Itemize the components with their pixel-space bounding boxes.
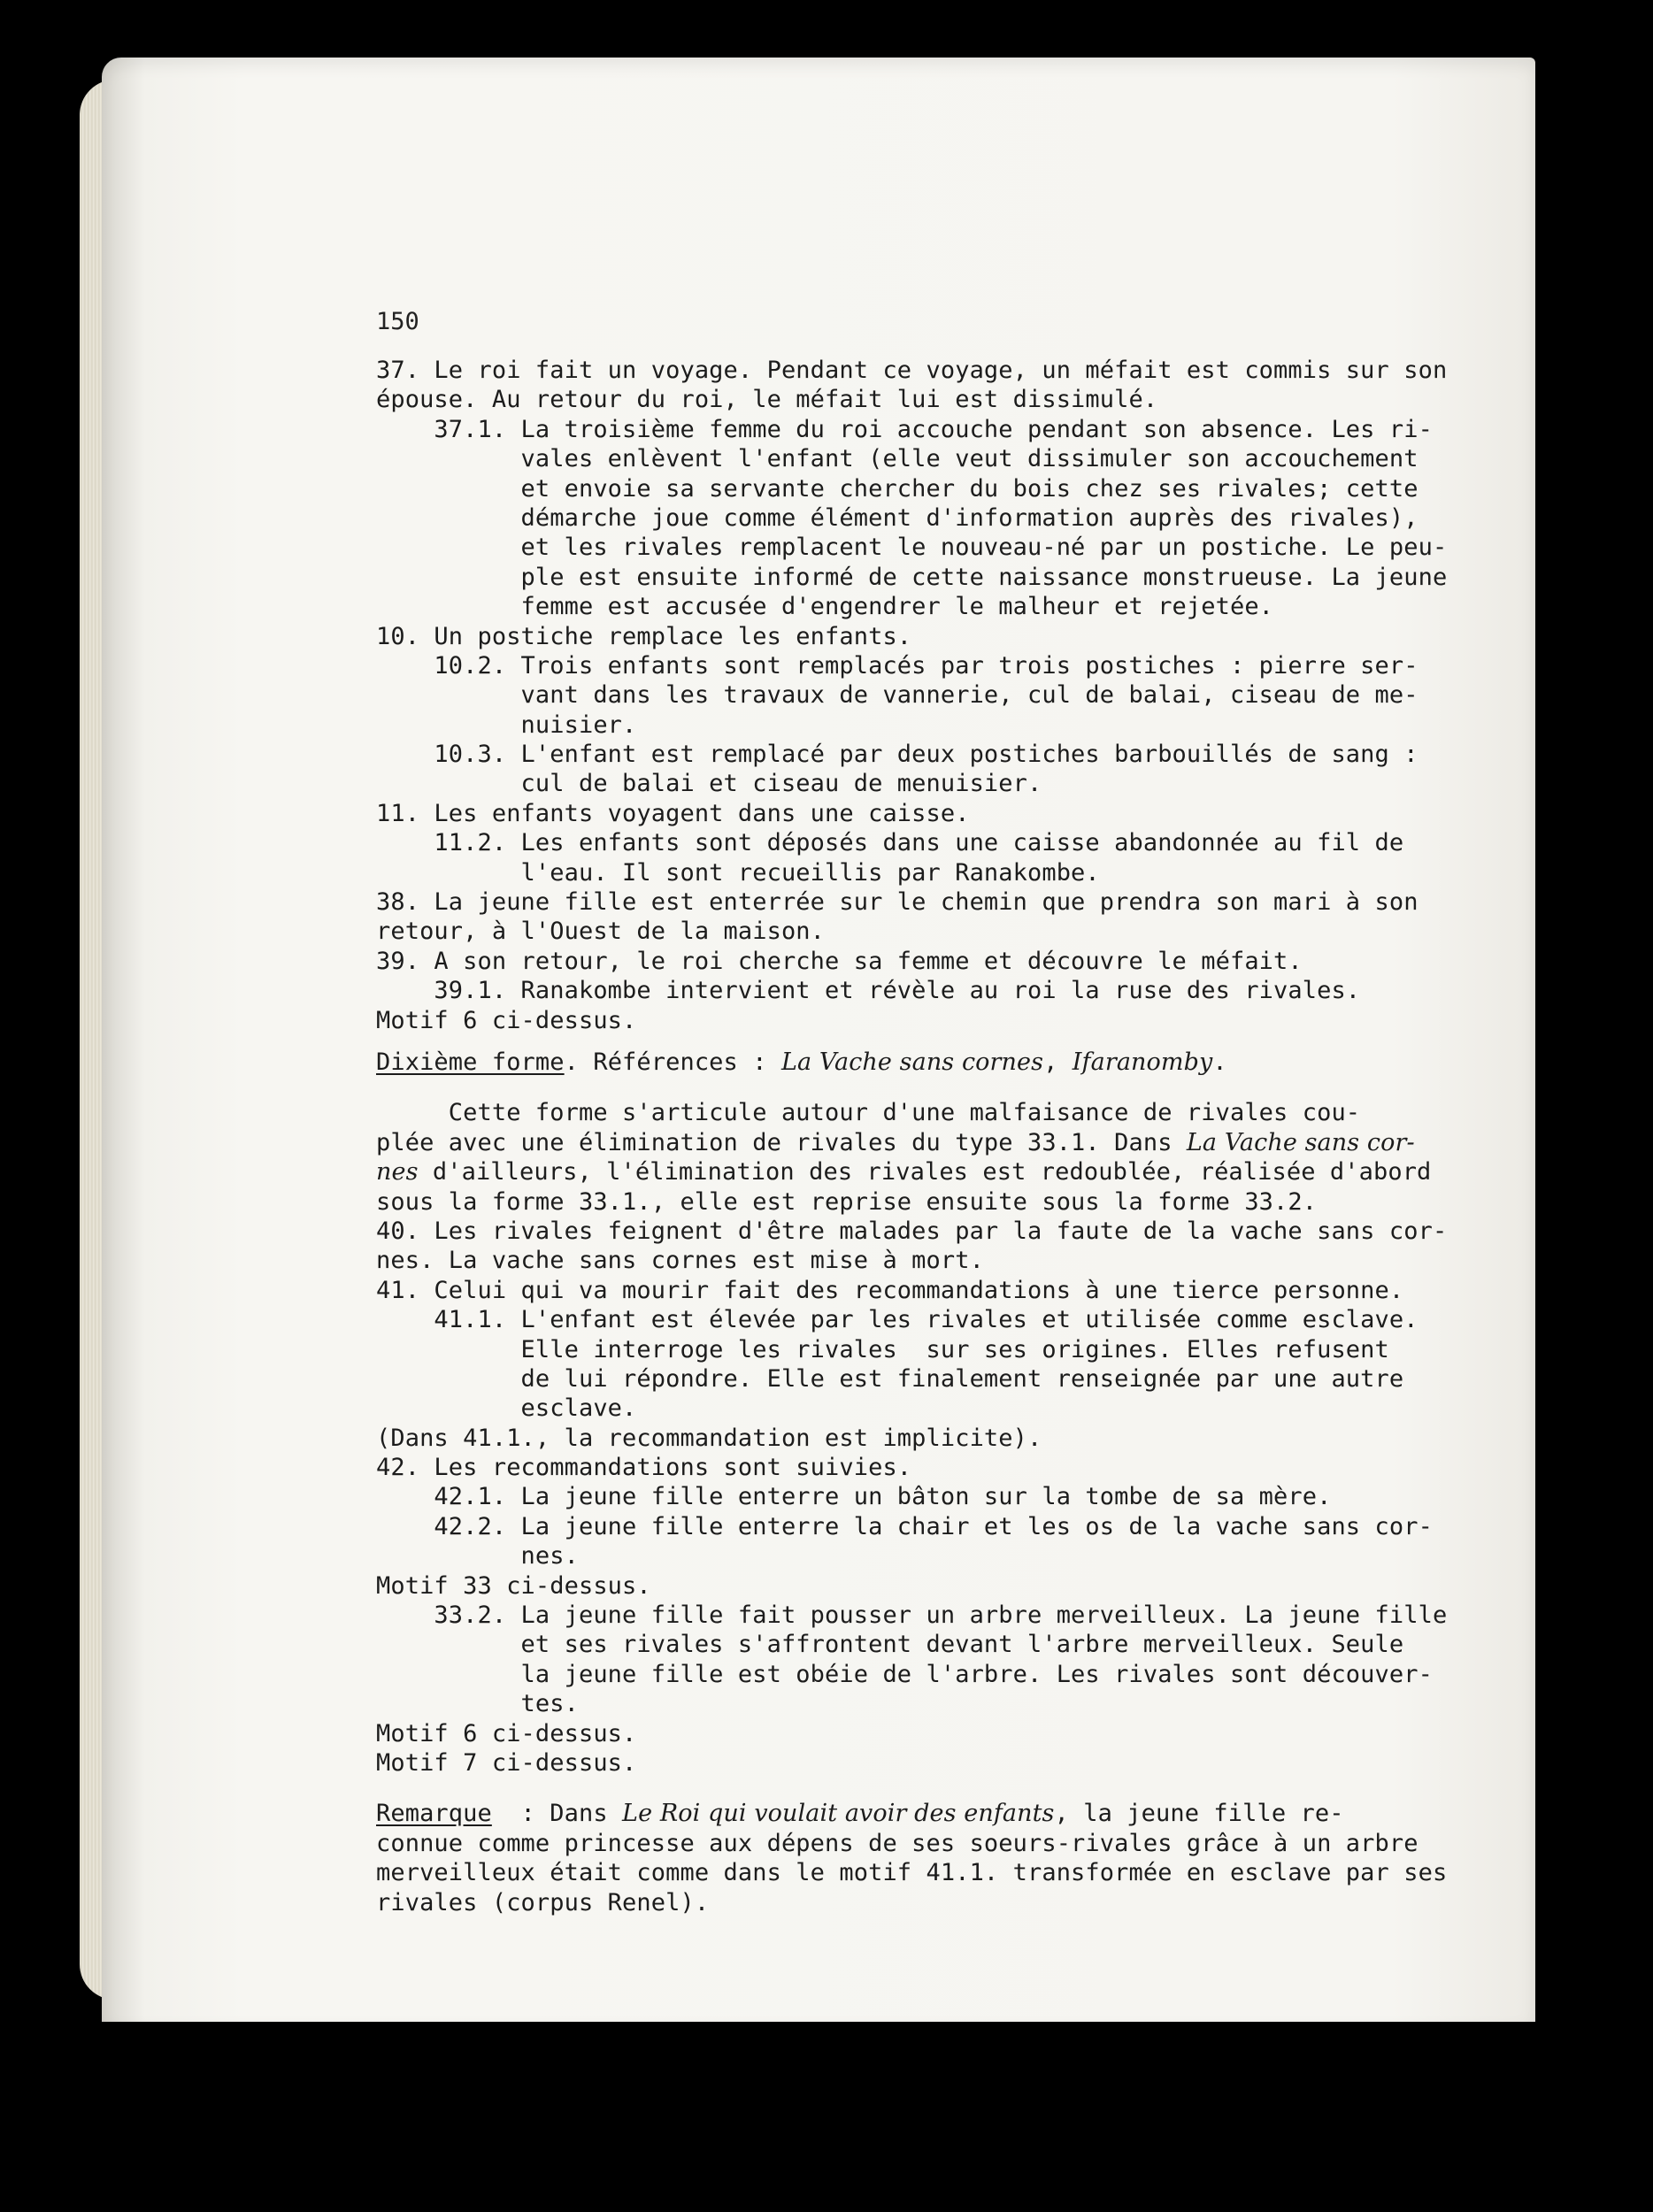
- text-line: vales enlèvent l'enfant (elle veut dissimuler son accouchement: [376, 445, 1419, 473]
- text-line: et ses rivales s'affrontent devant l'arbre merveilleux. Seule: [376, 1631, 1404, 1659]
- text-line: Motif 7 ci-dessus.: [376, 1748, 637, 1777]
- text-line: (Dans 41.1., la recommandation est implicite).: [376, 1424, 1042, 1452]
- remark-label: Remarque: [376, 1800, 492, 1828]
- text-line: 41.1. L'enfant est élevée par les rivales et utilisée comme esclave.: [376, 1306, 1419, 1334]
- text-line: la jeune fille est obéie de l'arbre. Les rivales sont découver-: [376, 1660, 1433, 1688]
- reference-title: La Vache sans cornes: [780, 1048, 1044, 1076]
- text-line: Motif 6 ci-dessus.: [376, 1719, 637, 1747]
- section-heading: Dixième forme. Références : La Vache sans cornes, Ifaranomby.: [376, 1048, 1227, 1076]
- text-line: 42.2. La jeune fille enterre la chair et les os de la vache sans cor-: [376, 1512, 1433, 1540]
- text-line: et les rivales remplacent le nouveau-né par un postiche. Le peu-: [376, 534, 1448, 562]
- text-line: ple est ensuite informé de cette naissance monstrueuse. La jeune: [376, 563, 1448, 591]
- text-line: 42. Les recommandations sont suivies.: [376, 1454, 912, 1482]
- text-line: 10.2. Trois enfants sont remplacés par trois postiches : pierre ser-: [376, 651, 1419, 680]
- remark-line: Remarque : Dans Le Roi qui voulait avoir des enfants, la jeune fille re-: [376, 1800, 1344, 1828]
- text-line: tes.: [376, 1690, 579, 1718]
- reference-title: nes: [376, 1158, 419, 1187]
- text-line: 37.1. La troisième femme du roi accouche pendant son absence. Les ri-: [376, 415, 1433, 443]
- text-line: nes.: [376, 1542, 579, 1571]
- text-line: plée avec une élimination de rivales du type 33.1. Dans La Vache sans cor-: [376, 1128, 1415, 1156]
- text-line: vant dans les travaux de vannerie, cul de balai, ciseau de me-: [376, 681, 1419, 710]
- page-number: 150: [376, 308, 419, 335]
- reference-title: La Vache sans cor-: [1186, 1128, 1415, 1156]
- text-line: démarche joue comme élément d'information auprès des rivales),: [376, 503, 1419, 532]
- text-line: 40. Les rivales feignent d'être malades par la faute de la vache sans cor-: [376, 1217, 1448, 1245]
- text-line: et envoie sa servante chercher du bois chez ses rivales; cette: [376, 474, 1419, 503]
- text-line: connue comme princesse aux dépens de ses soeurs-rivales grâce à un arbre: [376, 1829, 1419, 1857]
- text-line: cul de balai et ciseau de menuisier.: [376, 770, 1042, 798]
- text-line: nes. La vache sans cornes est mise à mort.: [376, 1247, 984, 1275]
- text-line: 37. Le roi fait un voyage. Pendant ce voyage, un méfait est commis sur son: [376, 357, 1448, 384]
- text-line: de lui répondre. Elle est finalement renseignée par une autre: [376, 1364, 1404, 1393]
- text-line: Elle interroge les rivales sur ses origines. Elles refusent: [376, 1335, 1389, 1363]
- text-line: Cette forme s'articule autour d'une malfaisance de rivales cou-: [376, 1099, 1361, 1127]
- text-line: retour, à l'Ouest de la maison.: [376, 918, 826, 946]
- text-line: Motif 6 ci-dessus.: [376, 1006, 637, 1034]
- text-line: 11. Les enfants voyagent dans une caisse.: [376, 799, 970, 827]
- text-line: Motif 33 ci-dessus.: [376, 1571, 651, 1600]
- text-line: 33.2. La jeune fille fait pousser un arbre merveilleux. La jeune fille: [376, 1601, 1448, 1630]
- text-line: 38. La jeune fille est enterrée sur le chemin que prendra son mari à son: [376, 888, 1419, 917]
- reference-title: Ifaranomby: [1072, 1048, 1213, 1076]
- text-line: sous la forme 33.1., elle est reprise ensuite sous la forme 33.2.: [376, 1187, 1318, 1216]
- page-body: [376, 356, 1473, 1917]
- text-line: nuisier.: [376, 710, 637, 739]
- text-line: 10.3. L'enfant est remplacé par deux postiches barbouillés de sang :: [376, 741, 1419, 769]
- text-line: épouse. Au retour du roi, le méfait lui est dissimulé.: [376, 386, 1158, 414]
- text-line: 39.1. Ranakombe intervient et révèle au roi la ruse des rivales.: [376, 977, 1361, 1005]
- text-line: rivales (corpus Renel).: [376, 1888, 710, 1916]
- text-line: 42.1. La jeune fille enterre un bâton sur la tombe de sa mère.: [376, 1483, 1332, 1511]
- text-line: 41. Celui qui va mourir fait des recommandations à une tierce personne.: [376, 1276, 1404, 1304]
- section-heading-label: Dixième forme: [376, 1048, 565, 1076]
- text-line: nes d'ailleurs, l'élimination des rivales est redoublée, réalisée d'abord: [376, 1158, 1432, 1187]
- text-line: esclave.: [376, 1394, 637, 1423]
- text-line: 39. A son retour, le roi cherche sa femme et découvre le méfait.: [376, 947, 1303, 975]
- text-line: 11.2. Les enfants sont déposés dans une caisse abandonnée au fil de: [376, 829, 1404, 857]
- text-line: l'eau. Il sont recueillis par Ranakombe.: [376, 858, 1100, 887]
- text-line: femme est accusée d'engendrer le malheur et rejetée.: [376, 593, 1274, 621]
- text-line: merveilleux était comme dans le motif 41.1. transformée en esclave par ses: [376, 1859, 1448, 1887]
- reference-title: Le Roi qui voulait avoir des enfants: [622, 1800, 1055, 1828]
- text-line: 10. Un postiche remplace les enfants.: [376, 622, 912, 650]
